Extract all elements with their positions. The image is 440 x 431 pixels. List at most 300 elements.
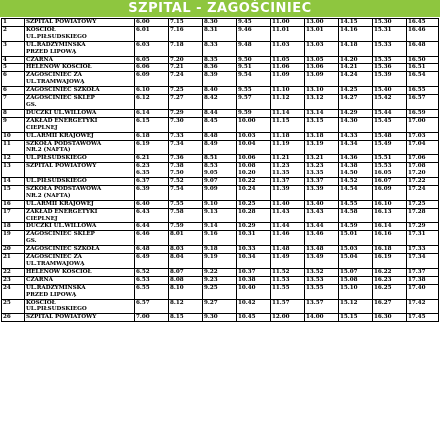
departure-time-value: 9.55 (238, 87, 252, 94)
table-row (2, 208, 439, 223)
departure-time (407, 109, 439, 117)
departure-time-value: 9.13 (204, 208, 218, 215)
departure-time-value: 13.14 (306, 109, 324, 116)
stop-number: 6 (2, 87, 25, 95)
departure-time (169, 314, 203, 322)
stop-name-line: SZPITAL POWIATOWY (26, 163, 97, 170)
departure-time-value: 17.22 (408, 178, 426, 185)
departure-time-value: 11.15 (272, 117, 290, 124)
departure-time-value: 9.19 (204, 254, 218, 261)
departure-time-value: 14.21 (340, 64, 358, 71)
departure-time-value: 11.12 (272, 95, 290, 102)
departure-time-value: 13.52 (306, 268, 324, 275)
departure-time-value: 15.45 (374, 117, 392, 124)
departure-time (237, 284, 271, 299)
stop-number: 5 (2, 64, 25, 72)
stop-number: 9 (2, 117, 25, 132)
departure-time-value: 9.09 (204, 185, 218, 192)
departure-time-value: 6.05 (136, 56, 150, 63)
departure-time-value: 6.49 (136, 254, 150, 261)
departure-time (237, 276, 271, 284)
departure-time (135, 117, 169, 132)
stop-number: 7 (2, 95, 25, 110)
stop-name (25, 87, 135, 95)
departure-time-value: 13.09 (306, 72, 324, 79)
departure-time-value: 10.42 (238, 299, 256, 306)
departure-time-value: 9.10 (204, 200, 218, 207)
departure-time-value: 16.09 (374, 185, 392, 192)
departure-time (339, 95, 373, 110)
departure-time-value: 11.03 (272, 41, 290, 48)
departure-time (135, 56, 169, 64)
departure-time (237, 87, 271, 95)
stop-name (25, 231, 135, 246)
departure-time-value: 9.27 (204, 299, 218, 306)
departure-time (339, 299, 373, 314)
departure-time-value: 10.24 (238, 185, 256, 192)
departure-time (135, 268, 169, 276)
departure-time (407, 26, 439, 41)
timetable (1, 18, 439, 322)
departure-time-value: 10.33 (238, 246, 256, 253)
departure-time-value: 8.12 (170, 299, 184, 306)
departure-time (373, 140, 407, 155)
departure-time-value: 14.38 (340, 163, 358, 170)
departure-time-value: 8.33 (204, 41, 218, 48)
departure-time (237, 231, 271, 246)
stop-number: 21 (2, 254, 25, 269)
departure-time-value: 8.04 (170, 254, 184, 261)
departure-time (135, 140, 169, 155)
departure-time-value: 6.14 (136, 109, 150, 116)
departure-time (135, 26, 169, 41)
departure-time (169, 132, 203, 140)
departure-time-value: 14.54 (340, 185, 358, 192)
departure-time (203, 178, 237, 186)
departure-time-value: 15.35 (374, 56, 392, 63)
departure-time (373, 64, 407, 72)
departure-time-value: 16.57 (408, 95, 426, 102)
departure-time-value: 8.30 (204, 19, 218, 25)
departure-time (373, 132, 407, 140)
departure-time-value: 13.03 (306, 41, 324, 48)
departure-time (339, 246, 373, 254)
departure-time (271, 19, 305, 27)
departure-time-value: 6.37 (136, 178, 150, 185)
departure-time (203, 231, 237, 246)
stop-name (25, 132, 135, 140)
stop-name-line: ZAGOŚCINIEC ZA (26, 254, 82, 261)
table-row (2, 155, 439, 163)
departure-time-value: 8.15 (170, 314, 184, 321)
departure-time (169, 109, 203, 117)
departure-time (203, 200, 237, 208)
departure-time (305, 117, 339, 132)
departure-time (373, 314, 407, 322)
departure-time-value: 14.30 (340, 117, 358, 124)
stop-number: 14 (2, 178, 25, 186)
stop-number: 19 (2, 231, 25, 246)
table-row (2, 178, 439, 186)
table-row (2, 246, 439, 254)
departure-time (135, 178, 169, 186)
departure-time-value: 17.29 (408, 223, 426, 230)
departure-time-value: 13.48 (306, 246, 324, 253)
departure-time (271, 26, 305, 41)
departure-time-value: 8.03 (170, 246, 184, 253)
departure-time-value: 14.50 (340, 170, 358, 177)
stop-name (25, 117, 135, 132)
departure-time (407, 56, 439, 64)
departure-time-value: 8.42 (204, 95, 218, 102)
departure-time-value: 11.10 (272, 87, 290, 94)
departure-time-value: 16.14 (374, 223, 392, 230)
departure-time-value: 13.15 (306, 117, 324, 124)
departure-time (271, 72, 305, 87)
departure-time (271, 284, 305, 299)
departure-time (169, 87, 203, 95)
departure-time (407, 163, 439, 178)
departure-time (373, 223, 407, 231)
stop-name-line: ZAGOŚCINIEC SKLEP (26, 231, 95, 238)
departure-time (203, 314, 237, 322)
departure-time-value: 15.03 (340, 246, 358, 253)
departure-time-value: 11.00 (272, 19, 290, 25)
departure-time-value: 16.19 (374, 254, 392, 261)
departure-time (237, 117, 271, 132)
departure-time-value: 6.23 (136, 163, 150, 170)
departure-time-value: 11.18 (272, 132, 290, 139)
stop-name (25, 223, 135, 231)
stop-name (25, 64, 135, 72)
departure-time-value: 9.07 (204, 178, 218, 185)
departure-time-value: 11.40 (272, 200, 290, 207)
departure-time (169, 26, 203, 41)
departure-time (237, 95, 271, 110)
table-row (2, 231, 439, 246)
stop-number: 26 (2, 314, 25, 322)
stop-name (25, 140, 135, 155)
departure-time (373, 117, 407, 132)
departure-time (305, 56, 339, 64)
departure-time (203, 208, 237, 223)
departure-time-value: 13.01 (306, 26, 324, 33)
departure-time-value: 15.31 (374, 26, 392, 33)
stop-name-line: CIEPLNEJ (26, 124, 58, 131)
departure-time-value: 8.08 (170, 276, 184, 283)
departure-time-value: 14.33 (340, 132, 358, 139)
stop-name-line: SZPITAL POWIATOWY (26, 19, 97, 25)
departure-time-value: 15.48 (374, 132, 392, 139)
departure-time-value: 14.34 (340, 140, 358, 147)
departure-time (203, 268, 237, 276)
departure-time (169, 200, 203, 208)
departure-time (203, 299, 237, 314)
stop-name-line: ZAKŁAD ENERGETYKI (26, 117, 98, 124)
stop-number: 23 (2, 276, 25, 284)
departure-time-value: 6.09 (136, 72, 150, 79)
departure-time (135, 163, 169, 178)
departure-time (237, 109, 271, 117)
departure-time (271, 208, 305, 223)
stop-number: 15 (2, 185, 25, 200)
stop-name (25, 41, 135, 56)
departure-time-value: 9.45 (238, 19, 252, 25)
departure-time (305, 95, 339, 110)
departure-time (237, 223, 271, 231)
departure-time (203, 254, 237, 269)
stop-name-line: UL.PIŁSUDSKIEGO (26, 155, 87, 162)
departure-time (169, 72, 203, 87)
departure-time-value: 11.05 (272, 56, 290, 63)
departure-time-value: 10.04 (238, 140, 256, 147)
stop-name-line: UL.ARMII KRAJOWEJ (26, 200, 94, 207)
stop-name-line: SZKOŁA PODSTAWOWA (26, 140, 102, 147)
departure-time (271, 200, 305, 208)
departure-time-value: 8.39 (204, 72, 218, 79)
stop-name-line: UL.PIŁSUDSKIEGO (26, 178, 87, 185)
departure-time (407, 132, 439, 140)
departure-time-value: 16.22 (374, 268, 392, 275)
departure-time-value: 11.44 (272, 223, 290, 230)
departure-time-value: 16.23 (374, 276, 392, 283)
departure-time-value: 14.52 (340, 178, 358, 185)
departure-time (339, 72, 373, 87)
departure-time-value: 15.40 (374, 87, 392, 94)
departure-time (203, 26, 237, 41)
departure-time-value: 14.18 (340, 41, 358, 48)
stop-name-line: UL.PIŁSUDSKIEGO (26, 33, 87, 40)
stop-name-line: PRZED LIPOWĄ (26, 48, 77, 55)
stop-name-line: ZAGOŚCINIEC SZKOŁA (26, 87, 100, 94)
departure-time (305, 19, 339, 27)
departure-time-value: 13.57 (306, 299, 324, 306)
departure-time-value: 17.34 (408, 254, 426, 261)
departure-time (169, 163, 203, 178)
stop-name (25, 246, 135, 254)
departure-time-value: 13.55 (306, 284, 324, 291)
stop-name (25, 268, 135, 276)
departure-time (135, 19, 169, 27)
table-row (2, 284, 439, 299)
departure-time (237, 246, 271, 254)
departure-time (271, 314, 305, 322)
departure-time-value: 8.45 (204, 117, 218, 124)
stop-name (25, 276, 135, 284)
stop-number: 25 (2, 299, 25, 314)
departure-time-value: 14.20 (340, 56, 358, 63)
departure-time (237, 64, 271, 72)
departure-time-value: 11.35 (272, 170, 290, 177)
departure-time-value: 8.07 (170, 268, 184, 275)
stop-name (25, 26, 135, 41)
departure-time (305, 163, 339, 178)
departure-time (339, 64, 373, 72)
stop-name-line: UL.TRAMWAJOWĄ (26, 261, 85, 267)
departure-time-value: 17.37 (408, 268, 426, 275)
departure-time-value: 13.44 (306, 223, 324, 230)
departure-time (339, 284, 373, 299)
departure-time (203, 56, 237, 64)
departure-time (339, 155, 373, 163)
stop-name-line: ZAGOŚCINIEC SZKOŁA (26, 246, 100, 253)
departure-time-value: 14.36 (340, 155, 358, 162)
departure-time (305, 87, 339, 95)
departure-time-value: 9.30 (204, 314, 218, 321)
departure-time (271, 268, 305, 276)
departure-time (271, 64, 305, 72)
departure-time-value: 11.53 (272, 276, 290, 283)
departure-time-value: 7.54 (170, 185, 184, 192)
departure-time-value: 11.09 (272, 72, 290, 79)
table-row (2, 95, 439, 110)
departure-time-value: 9.48 (238, 41, 252, 48)
departure-time-value: 15.36 (374, 64, 392, 71)
departure-time-value: 14.25 (340, 87, 358, 94)
departure-time (339, 268, 373, 276)
departure-time (305, 132, 339, 140)
departure-time (373, 200, 407, 208)
table-row (2, 200, 439, 208)
departure-time (339, 208, 373, 223)
stop-number: 17 (2, 208, 25, 223)
departure-time (407, 64, 439, 72)
stop-name-line: HELENÓW KOŚCIÓŁ (26, 268, 92, 275)
departure-time (407, 231, 439, 246)
departure-time-value: 16.54 (408, 72, 426, 79)
departure-time-value: 17.20 (408, 170, 426, 177)
departure-time-value: 17.38 (408, 276, 426, 283)
departure-time-value: 9.54 (238, 72, 252, 79)
departure-time-value: 13.23 (306, 163, 324, 170)
departure-time (135, 109, 169, 117)
departure-time (305, 223, 339, 231)
stop-number: 20 (2, 246, 25, 254)
departure-time (203, 72, 237, 87)
departure-time-value: 8.35 (204, 56, 218, 63)
departure-time-value: 11.48 (272, 246, 290, 253)
departure-time (169, 19, 203, 27)
departure-time-value: 16.50 (408, 56, 426, 63)
departure-time (407, 87, 439, 95)
departure-time-value: 13.35 (306, 170, 324, 177)
departure-time-value: 17.24 (408, 185, 426, 192)
departure-time (169, 117, 203, 132)
departure-time-value: 14.58 (340, 208, 358, 215)
departure-time (237, 163, 271, 178)
departure-time-value: 13.39 (306, 185, 324, 192)
departure-time-value: 7.18 (170, 41, 184, 48)
departure-time (169, 268, 203, 276)
departure-time-value: 16.48 (408, 41, 426, 48)
departure-time-value: 8.40 (204, 87, 218, 94)
departure-time-value: 13.12 (306, 95, 324, 102)
departure-time (407, 155, 439, 163)
table-row (2, 117, 439, 132)
departure-time (305, 200, 339, 208)
stop-number: 12 (2, 155, 25, 163)
departure-time (169, 95, 203, 110)
departure-time (135, 72, 169, 87)
departure-time (373, 26, 407, 41)
departure-time (271, 109, 305, 117)
departure-time-value: 17.45 (408, 314, 426, 321)
departure-time (305, 299, 339, 314)
departure-time-value: 17.04 (408, 140, 426, 147)
departure-time-value: 14.55 (340, 200, 358, 207)
departure-time-value: 6.48 (136, 246, 150, 253)
departure-time (339, 254, 373, 269)
departure-time (169, 246, 203, 254)
departure-time (135, 299, 169, 314)
departure-time-value: 8.01 (170, 231, 184, 238)
departure-time (237, 178, 271, 186)
departure-time (407, 223, 439, 231)
departure-time (169, 223, 203, 231)
stop-name-line: PRZED LIPOWĄ (26, 291, 77, 298)
departure-time-value: 11.21 (272, 155, 290, 162)
departure-time-value: 13.21 (306, 155, 324, 162)
stop-name-line: SZKOŁA PODSTAWOWA (26, 185, 102, 192)
departure-time-value: 17.33 (408, 246, 426, 253)
stop-name (25, 299, 135, 314)
departure-time (169, 185, 203, 200)
departure-time-value: 17.42 (408, 299, 426, 306)
departure-time (305, 314, 339, 322)
departure-time (407, 284, 439, 299)
departure-time-value: 17.31 (408, 231, 426, 238)
departure-time (203, 140, 237, 155)
departure-time (237, 56, 271, 64)
departure-time (237, 254, 271, 269)
departure-time (203, 132, 237, 140)
departure-time-value: 10.40 (238, 284, 256, 291)
stop-name (25, 178, 135, 186)
departure-time (339, 117, 373, 132)
departure-time-value: 11.39 (272, 185, 290, 192)
stop-number: 6 (2, 72, 25, 87)
departure-time-value: 13.49 (306, 254, 324, 261)
departure-time-value: 7.00 (136, 314, 150, 321)
departure-time (407, 72, 439, 87)
stop-name (25, 314, 135, 322)
departure-time-value: 16.05 (374, 170, 392, 177)
stop-name-line: UL.PIŁSUDSKIEGO (26, 306, 87, 313)
departure-time-value: 15.08 (340, 276, 358, 283)
departure-time (271, 276, 305, 284)
departure-time (407, 140, 439, 155)
departure-time-value: 14.15 (340, 19, 358, 25)
departure-time-value: 6.35 (136, 170, 150, 177)
departure-time-value: 16.30 (374, 314, 392, 321)
stop-name (25, 284, 135, 299)
departure-time (305, 284, 339, 299)
departure-time-value: 15.30 (374, 19, 392, 25)
departure-time (339, 223, 373, 231)
departure-time (271, 87, 305, 95)
table-row (2, 163, 439, 178)
departure-time-value: 13.06 (306, 64, 324, 71)
departure-time (237, 72, 271, 87)
departure-time (339, 41, 373, 56)
departure-time-value: 9.57 (238, 95, 252, 102)
departure-time-value: 6.46 (136, 231, 150, 238)
departure-time-value: 7.59 (170, 223, 184, 230)
departure-time (305, 178, 339, 186)
departure-time (237, 200, 271, 208)
departure-time (203, 276, 237, 284)
stop-name (25, 19, 135, 27)
